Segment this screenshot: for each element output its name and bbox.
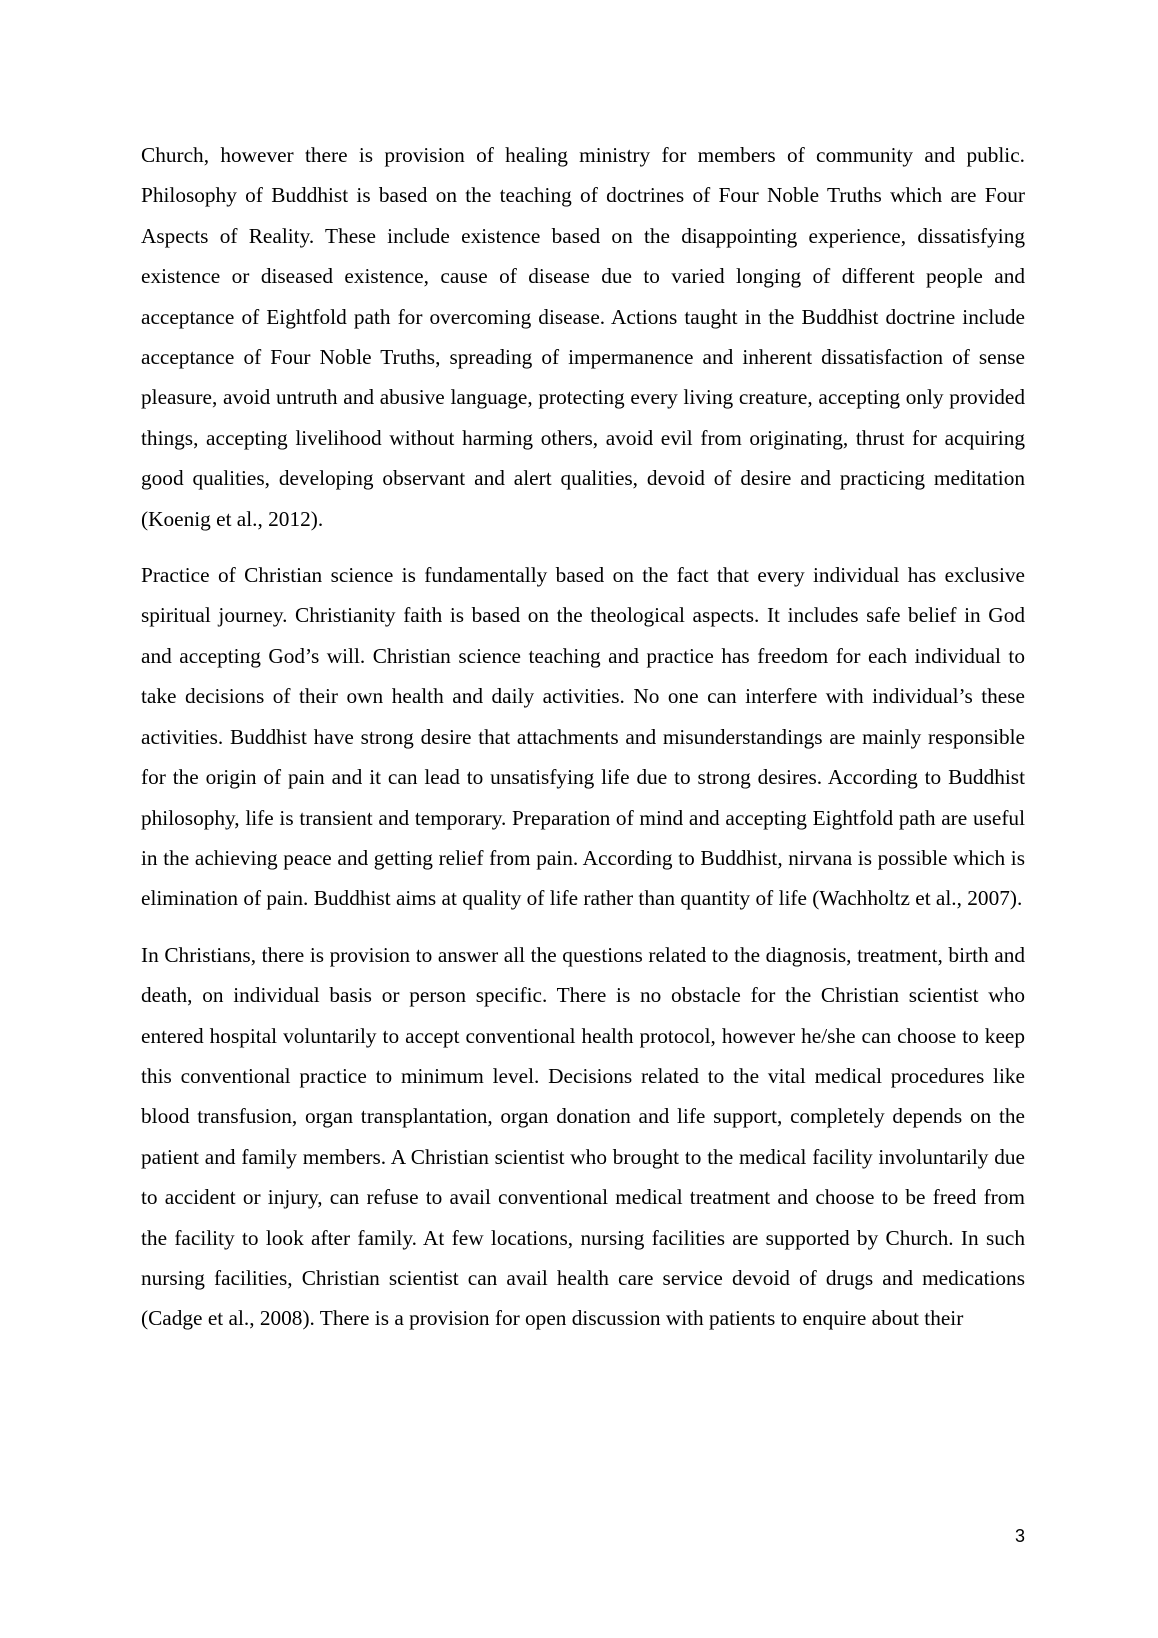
body-text <box>141 135 1025 1339</box>
page-number: 3 <box>1014 1526 1025 1546</box>
paragraph-christian-science-practice: Practice of Christian science is fundamentally based on the fact that every individual has exclusive spiritual journey. Christianity faith is based on the theological aspects. It includes safe belief in God and accepting God’s will. Christian science teaching and practice has freedom for each individual to take decisions of their own health and daily activities. No one can interfere with individual’s these activities. Buddhist have strong desire that attachments and misunderstandings are mainly responsible for the origin of pain and it can lead to unsatisfying life due to strong desires. According to Buddhist philosophy, life is transient and temporary. Preparation of mind and accepting Eightfold path are useful in the achieving peace and getting relief from pain. According to Buddhist, nirvana is possible which is elimination of pain. Buddhist aims at quality of life rather than quantity of life (Wachholtz et al., 2007). <box>141 563 1025 911</box>
paragraph-buddhist-philosophy: Church, however there is provision of healing ministry for members of community and public. Philosophy of Buddhist is based on the teaching of doctrines of Four Noble Truths which are Four Aspects of Reality. These include existence based on the disappointing experience, dissatisfying existence or diseased existence, cause of disease due to varied longing of different people and acceptance of Eightfold path for overcoming disease. Actions taught in the Buddhist doctrine include acceptance of Four Noble Truths, spreading of impermanence and inherent dissatisfaction of sense pleasure, avoid untruth and abusive language, protecting every living creature, accepting only provided things, accepting livelihood without harming others, avoid evil from originating, thrust for acquiring good qualities, developing observant and alert qualities, devoid of desire and practicing meditation (Koenig et al., 2012). <box>141 143 1025 531</box>
paragraph-christian-medical-decisions: In Christians, there is provision to answer all the questions related to the diagnosis, treatment, birth and death, on individual basis or person specific. There is no obstacle for the Christian scientist who entered hospital voluntarily to accept conventional health protocol, however he/she can choose to keep this conventional practice to minimum level. Decisions related to the vital medical procedures like blood transfusion, organ transplantation, organ donation and life support, completely depends on the patient and family members. A Christian scientist who brought to the medical facility involuntarily due to accident or injury, can refuse to avail conventional medical treatment and choose to be freed from the facility to look after family. At few locations, nursing facilities are supported by Church. In such nursing facilities, Christian scientist can avail health care service devoid of drugs and medications (Cadge et al., 2008). There is a provision for open discussion with patients to enquire about their <box>141 942 1025 1331</box>
